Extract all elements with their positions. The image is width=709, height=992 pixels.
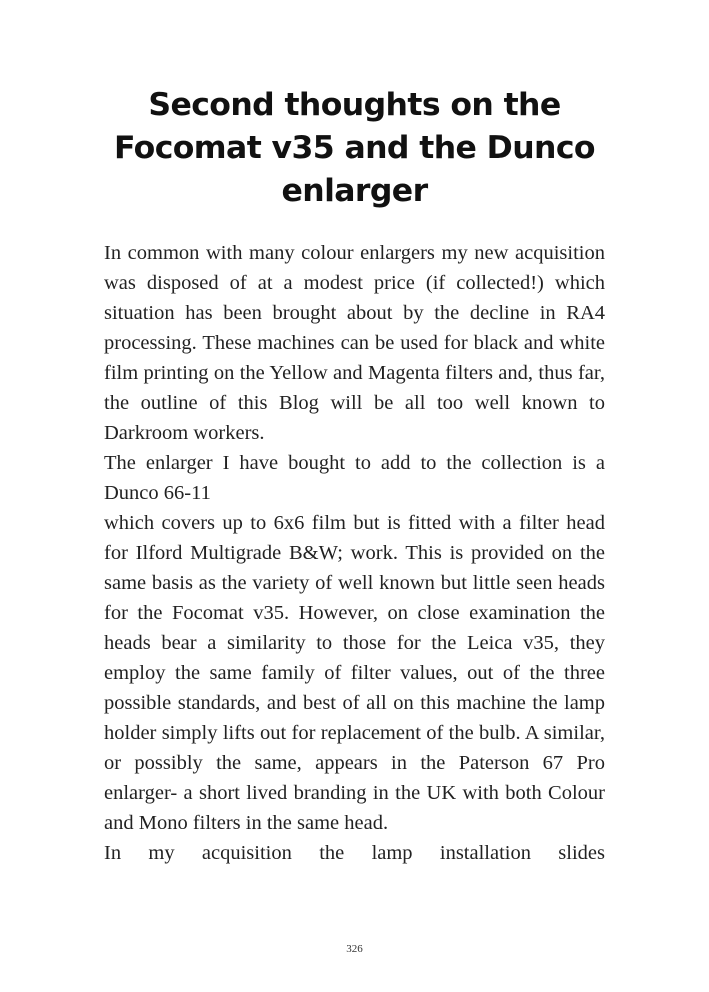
- body-text: [104, 238, 605, 868]
- paragraph-enlarger: The enlarger I have bought to add to the collection is a Dunco 66-11: [104, 452, 605, 504]
- paragraph-acquisition: In my acquisition the lamp installation slides: [104, 842, 605, 864]
- page-title: Second thoughts on the Focomat v35 and the Dunco enlarger: [114, 87, 595, 209]
- paragraph-intro: In common with many colour enlargers my new acquisition was disposed of at a modest price (if collected!) which situation has been brought about by the decline in RA4 processing. These machines can be used for black and white film printing on the Yellow and Magenta filters and, thus far, the outline of this Blog will be all too well known to Darkroom workers.: [104, 242, 605, 444]
- page-number: 326: [346, 943, 363, 955]
- paragraph-filter-head: which covers up to 6x6 film but is fitted with a filter head for Ilford Multigrade B&W; work. This is provided on the same basis as the variety of well known but little seen heads for the Focomat v35. However, on close examination the heads bear a similarity to those for the Leica v35, they employ the same family of filter values, out of the three possible standards, and best of all on this machine the lamp holder simply lifts out for replacement of the bulb. A similar, or possibly the same, appears in the Paterson 67 Pro enlarger- a short lived branding in the UK with both Colour and Mono filters in the same head.: [104, 512, 605, 834]
